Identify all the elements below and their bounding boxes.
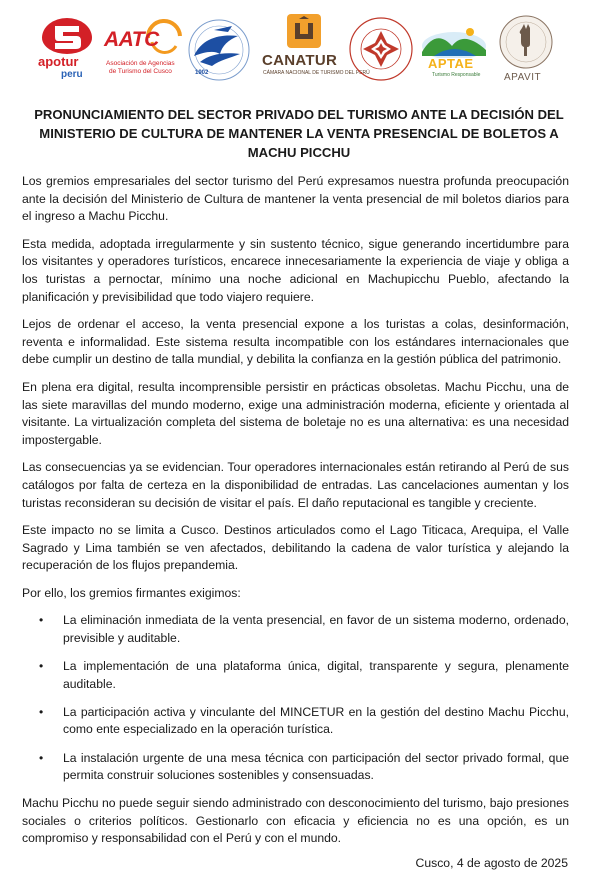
canatur-name: CANATUR	[262, 52, 338, 69]
aptae-name: APTAE	[428, 56, 474, 71]
demand-item	[39, 658, 569, 693]
aatc-name: AATC	[104, 28, 159, 51]
apotur-name: apotur	[38, 54, 79, 69]
aatc-logo	[104, 16, 184, 82]
aptae-sub: Turismo Responsable	[432, 72, 481, 78]
place-date: Cusco, 4 de agosto de 2025	[415, 856, 568, 870]
demand-text: La implementación de una plataforma única, digital, transparente y segura, plenamente auditable.	[63, 659, 569, 691]
demand-text: La eliminación inmediata de la venta presencial, en favor de un sistema moderno, ordenado, previsible y auditable.	[63, 613, 569, 646]
camara-year: 1902	[195, 70, 209, 76]
bullet-icon: •	[39, 613, 44, 628]
bullet-icon: •	[39, 704, 44, 719]
aatc-sub-line1: Asociación de Agencias	[106, 60, 175, 67]
conclusion: Machu Picchu no puede seguir siendo administrado con desconocimiento del turismo, bajo presiones sociales o criterios políticos. Gestionarlo con eficacia y eficiencia no es una opción, es un compromiso y responsabilidad con el Perú y con el mundo.	[22, 796, 569, 846]
demand-text: La instalación urgente de una mesa técnica con participación del sector privado formal, que permita construir soluciones sostenibles y consensuadas.	[63, 750, 569, 783]
paragraph-1: Los gremios empresariales del sector turismo del Perú expresamos nuestra profunda preocupación ante la decisión del Ministerio de Cultura de mantener la venta presencial de mil boletos diarios para el ingreso a Machu Picchu.	[22, 174, 569, 224]
bullet-icon: •	[39, 750, 44, 765]
paragraph-3: Lejos de ordenar el acceso, la venta presencial expone a los turistas a colas, desinformación, reventa e informalidad. Este sistema resulta incompatible con los estándares internacionales que debe cumplir un destino de talla mundial, y debilita la confianza en la gestión pública del patrimonio.	[22, 317, 569, 367]
camara-comercio-logo	[180, 16, 258, 84]
apotur-sub: peru	[61, 69, 83, 80]
apotur-logo	[36, 18, 100, 84]
signatory-logos	[36, 12, 566, 87]
demands-intro: Por ello, los gremios firmantes exigimos:	[22, 585, 241, 600]
paragraph-5: Las consecuencias ya se evidencian. Tour operadores internacionales están retirando al Perú de sus catálogos por falta de certeza en la disponibilidad de entradas. Las cancelaciones aumentan y los turistas reconsideran su decisión de visitar el país. El daño reputacional es tangible y creciente.	[22, 460, 569, 510]
demand-item	[39, 612, 569, 647]
canatur-mark-icon	[287, 14, 321, 48]
statement-body	[22, 173, 569, 858]
cartuc-logo	[347, 14, 415, 84]
demand-item	[39, 750, 569, 785]
demands-list	[22, 612, 569, 784]
paragraph-6: Este impacto no se limita a Cusco. Destinos articulados como el Lago Titicaca, Arequipa, el Valle Sagrado y Lima también se ven afectados, debilitando la cadena de valor turística y alejando la recuperación de los flujos prepandemia.	[22, 523, 569, 573]
aptae-logo	[420, 22, 488, 84]
demand-item	[39, 704, 569, 739]
aptae-landscape-icon	[420, 22, 488, 58]
apavit-logo	[496, 14, 556, 86]
demand-text: La participación activa y vinculante del MINCETUR en la gestión del destino Machu Picchu, como ente especializado en la operación turística.	[63, 704, 569, 737]
apavit-llama-icon	[496, 14, 556, 72]
canatur-sub: CÁMARA NACIONAL DE TURISMO DEL PERÚ	[263, 70, 370, 76]
apotur-mark-icon	[42, 18, 92, 54]
bullet-icon: •	[39, 659, 44, 674]
apavit-name: APAVIT	[504, 72, 542, 83]
camara-emblem-icon	[180, 16, 258, 84]
canatur-logo	[262, 14, 370, 84]
statement-title: PRONUNCIAMIENTO DEL SECTOR PRIVADO DEL TURISMO ANTE LA DECISIÓN DEL MINISTERIO DE CULTURA DE MANTENER LA VENTA PRESENCIAL DE BOLETOS A MACHU PICCHU	[34, 107, 564, 160]
cartuc-emblem-icon	[347, 14, 415, 84]
paragraph-2: Esta medida, adoptada irregularmente y sin sustento técnico, sigue generando incertidumbre para los visitantes y operadores turísticos, encarece innecesariamente la experiencia de viaje y obliga a los turistas a pernoctar, mínimo una noche adicional en Machupicchu Pueblo, afectando la planificación y previsibilidad que todo viajero requiere.	[22, 236, 569, 304]
aatc-sub-line2: de Turismo del Cusco	[109, 68, 172, 75]
paragraph-4: En plena era digital, resulta incomprensible persistir en prácticas obsoletas. Machu Picchu, una de las siete maravillas del mundo moderno, exige una administración moderna, eficiente y orientada al visitante. La virtualización completa del sistema de boletaje no es una alternativa: es una necesidad impostergable.	[22, 379, 569, 447]
